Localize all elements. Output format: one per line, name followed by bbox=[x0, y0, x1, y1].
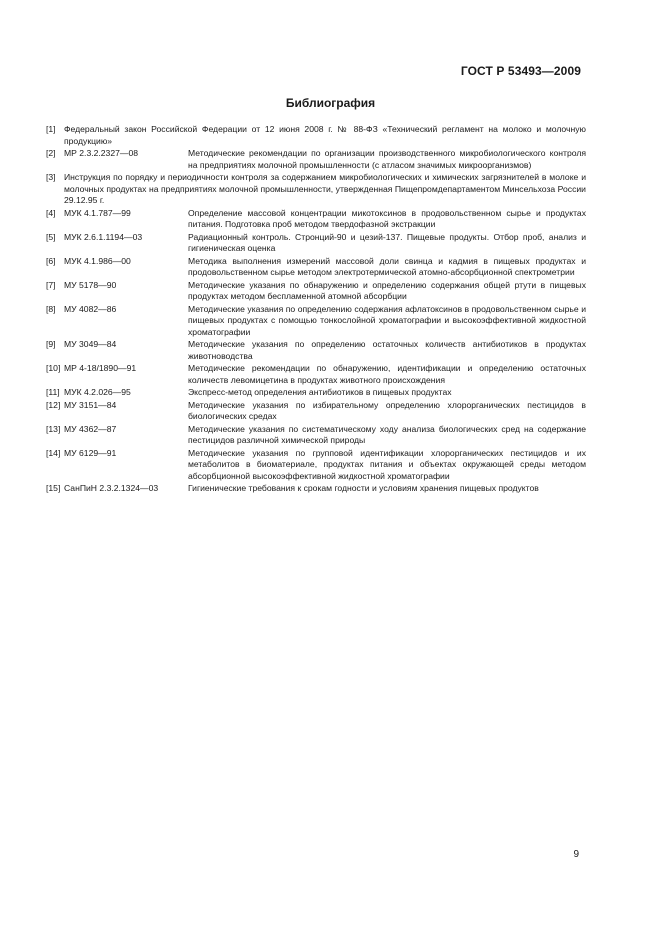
page-number: 9 bbox=[573, 849, 579, 860]
entry-number: [15] bbox=[46, 483, 61, 493]
entry-text: Методические указания по определению остаточных количеств антибиотиков в продуктах животноводства bbox=[188, 339, 586, 361]
bibliography-entry-13 bbox=[46, 424, 586, 447]
entry-text: Методические указания по групповой идентификации хлорорганических пестицидов и их метаболитов в биоматериале, продуктах питания и объектах окружающей среды методом абсорбционной высокоэффективной жидкостной хроматографии bbox=[188, 447, 586, 481]
entry-number: [6] bbox=[46, 255, 56, 266]
entry-number: [7] bbox=[46, 279, 56, 290]
bibliography-list bbox=[46, 124, 586, 496]
entry-code: МУ 4082—86 bbox=[64, 303, 117, 314]
entry-text: Федеральный закон Российской Федерации от 12 июня 2008 г. № 88-ФЗ «Технический регламент на молоко и молочную продукцию» bbox=[64, 124, 586, 146]
entry-text: Методические указания по избирательному определению хлорорганических пестицидов в биологических средах bbox=[188, 399, 586, 421]
bibliography-entry-15 bbox=[46, 483, 586, 495]
bibliography-entry-8 bbox=[46, 304, 586, 339]
entry-code: МУК 4.2.026—95 bbox=[64, 387, 131, 397]
entry-text: Методические рекомендации по организации производственного микробиологического контроля на предприятиях молочной промышленности (с атласом значимых микроорганизмов) bbox=[188, 148, 586, 170]
bibliography-entry-5 bbox=[46, 232, 586, 255]
bibliography-entry-7 bbox=[46, 280, 586, 303]
document-code: ГОСТ Р 53493—2009 bbox=[460, 64, 581, 78]
entry-code: МР 2.3.2.2327—08 bbox=[64, 148, 139, 158]
page-title: Библиография bbox=[285, 96, 376, 110]
entry-number: [1] bbox=[46, 124, 56, 134]
bibliography-entry-6 bbox=[46, 256, 586, 279]
bibliography-entry-1 bbox=[46, 124, 586, 147]
bibliography-entry-3 bbox=[46, 172, 586, 207]
bibliography-entry-9 bbox=[46, 339, 586, 362]
entry-text: Методические рекомендации по обнаружению, идентификации и определению остаточных количеств левомицетина в продуктах животного происхождения bbox=[188, 363, 586, 385]
entry-code: МУ 5178—90 bbox=[64, 279, 117, 290]
bibliography-entry-14 bbox=[46, 448, 586, 483]
entry-code: МР 4-18/1890—91 bbox=[64, 363, 137, 373]
entry-text: Методические указания по определению содержания афлатоксинов в продовольственном сырье и пищевых продуктах с помощью тонкослойной хроматографии и высокоэффективной жидкостной хроматографии bbox=[188, 303, 586, 337]
entry-code: МУ 3151—84 bbox=[64, 399, 117, 410]
bibliography-entry-4 bbox=[46, 208, 586, 231]
entry-code: МУ 3049—84 bbox=[64, 339, 117, 349]
entry-text: Методические указания по систематическому ходу анализа биологических сред на содержание пестицидов различной химической природы bbox=[188, 423, 586, 445]
entry-text: Радиационный контроль. Стронций-90 и цезий-137. Пищевые продукты. Отбор проб, анализ и гигиеническая оценка bbox=[188, 231, 586, 253]
entry-number: [11] bbox=[46, 387, 60, 397]
entry-number: [9] bbox=[46, 339, 56, 349]
entry-number: [5] bbox=[46, 231, 56, 242]
entry-number: [12] bbox=[46, 399, 61, 410]
entry-code: МУ 6129—91 bbox=[64, 447, 117, 458]
entry-text: Экспресс-метод определения антибиотиков в пищевых продуктах bbox=[188, 387, 452, 397]
entry-number: [8] bbox=[46, 303, 56, 314]
bibliography-entry-10 bbox=[46, 363, 586, 386]
entry-code: МУК 2.6.1.1194—03 bbox=[64, 231, 143, 242]
entry-code: СанПиН 2.3.2.1324—03 bbox=[64, 483, 159, 493]
entry-text: Инструкция по порядку и периодичности контроля за содержанием микробиологических и химических загрязнителей в молоке и молочных продуктах на предприятиях молочной промышленности, утвержденная Пищепромдепартаментом Минсельхоза России 29.12.95 г. bbox=[64, 172, 586, 205]
entry-code: МУ 4362—87 bbox=[64, 423, 117, 434]
entry-number: [10] bbox=[46, 363, 61, 373]
entry-text: Определение массовой концентрации микотоксинов в продовольственном сырье и продуктах питания. Подготовка проб методом твердофазной экстракции bbox=[188, 207, 586, 229]
bibliography-entry-2 bbox=[46, 148, 586, 171]
entry-text: Методические указания по обнаружению и определению содержания общей ртути в пищевых продуктах методом беспламенной атомной абсорбции bbox=[188, 279, 586, 301]
entry-number: [13] bbox=[46, 423, 61, 434]
bibliography-entry-11 bbox=[46, 387, 586, 399]
entry-number: [14] bbox=[46, 447, 61, 458]
entry-code: МУК 4.1.787—99 bbox=[64, 207, 131, 218]
entry-number: [4] bbox=[46, 207, 56, 218]
entry-text: Методика выполнения измерений массовой доли свинца и кадмия в пищевых продуктах и продовольственном сырье методом электротермической атомно-абсорбционной спектрометрии bbox=[188, 255, 586, 277]
bibliography-entry-12 bbox=[46, 400, 586, 423]
entry-number: [3] bbox=[46, 172, 56, 182]
entry-text: Гигиенические требования к срокам годности и условиям хранения пищевых продуктов bbox=[188, 483, 539, 493]
entry-code: МУК 4.1.986—00 bbox=[64, 255, 131, 266]
entry-number: [2] bbox=[46, 148, 56, 158]
